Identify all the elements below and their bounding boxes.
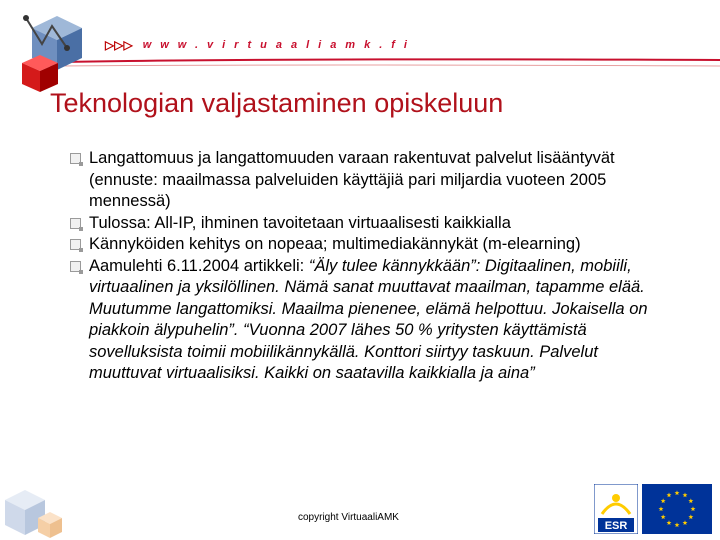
list-item <box>70 234 670 256</box>
bullet-text: Kännyköiden kehitys on nopeaa; multimediakännykät (m-elearning) <box>89 235 581 253</box>
eu-flag-icon <box>642 484 712 534</box>
bullet-list <box>70 148 670 385</box>
bullet-text: Aamulehti 6.11.2004 artikkeli: <box>89 256 309 275</box>
checkbox-bullet-icon <box>70 153 81 164</box>
list-item <box>70 256 670 385</box>
esr-label: ESR <box>604 520 628 532</box>
virtuaaliamk-logo-icon <box>12 8 102 98</box>
bullet-text: Tulossa: All-IP, ihminen tavoitetaan virtuaalisesti kaikkialla <box>89 213 511 232</box>
checkbox-bullet-icon <box>70 239 81 250</box>
decorative-cubes-icon <box>0 470 80 540</box>
esr-logo-icon <box>594 484 638 534</box>
arrows-icon: ▷▷▷ <box>105 38 133 52</box>
list-item <box>70 213 670 235</box>
copyright-text: copyright VirtuaaliAMK <box>298 512 399 523</box>
bullet-text: Langattomuus ja langattomuuden varaan rakentuvat palvelut lisääntyvät (ennuste: maailmassa palveluiden käyttäjiä pari miljardia vuoteen 2005 mennessä) <box>89 149 615 210</box>
article-quote: “Äly tulee kännykkään”: Digitaalinen, mobiili, virtuaalinen ja yksilöllinen. Nämä sanat muuttavat maailman, tapamme elää. Muutumme langattomiksi. Maailma pienenee, elämä helpottuu. Jokaisella on piakkoin älypuhelin”. “Vuonna 2007 lähes 50 % yritysten käyttämistä sovelluksista toimii mobiilikännykällä. Konttori siirtyy taskuun. Palvelut muuttuvat virtuaalisiksi. Kaikki on saatavilla kaikkialla ja aina” <box>89 256 648 382</box>
slide-title: Teknologian valjastaminen opiskeluun <box>50 88 504 118</box>
checkbox-bullet-icon <box>70 261 81 272</box>
site-url: www.virtuaaliamk.fi <box>142 39 416 51</box>
list-item <box>70 148 670 213</box>
checkbox-bullet-icon <box>70 218 81 229</box>
header-url <box>105 38 416 52</box>
